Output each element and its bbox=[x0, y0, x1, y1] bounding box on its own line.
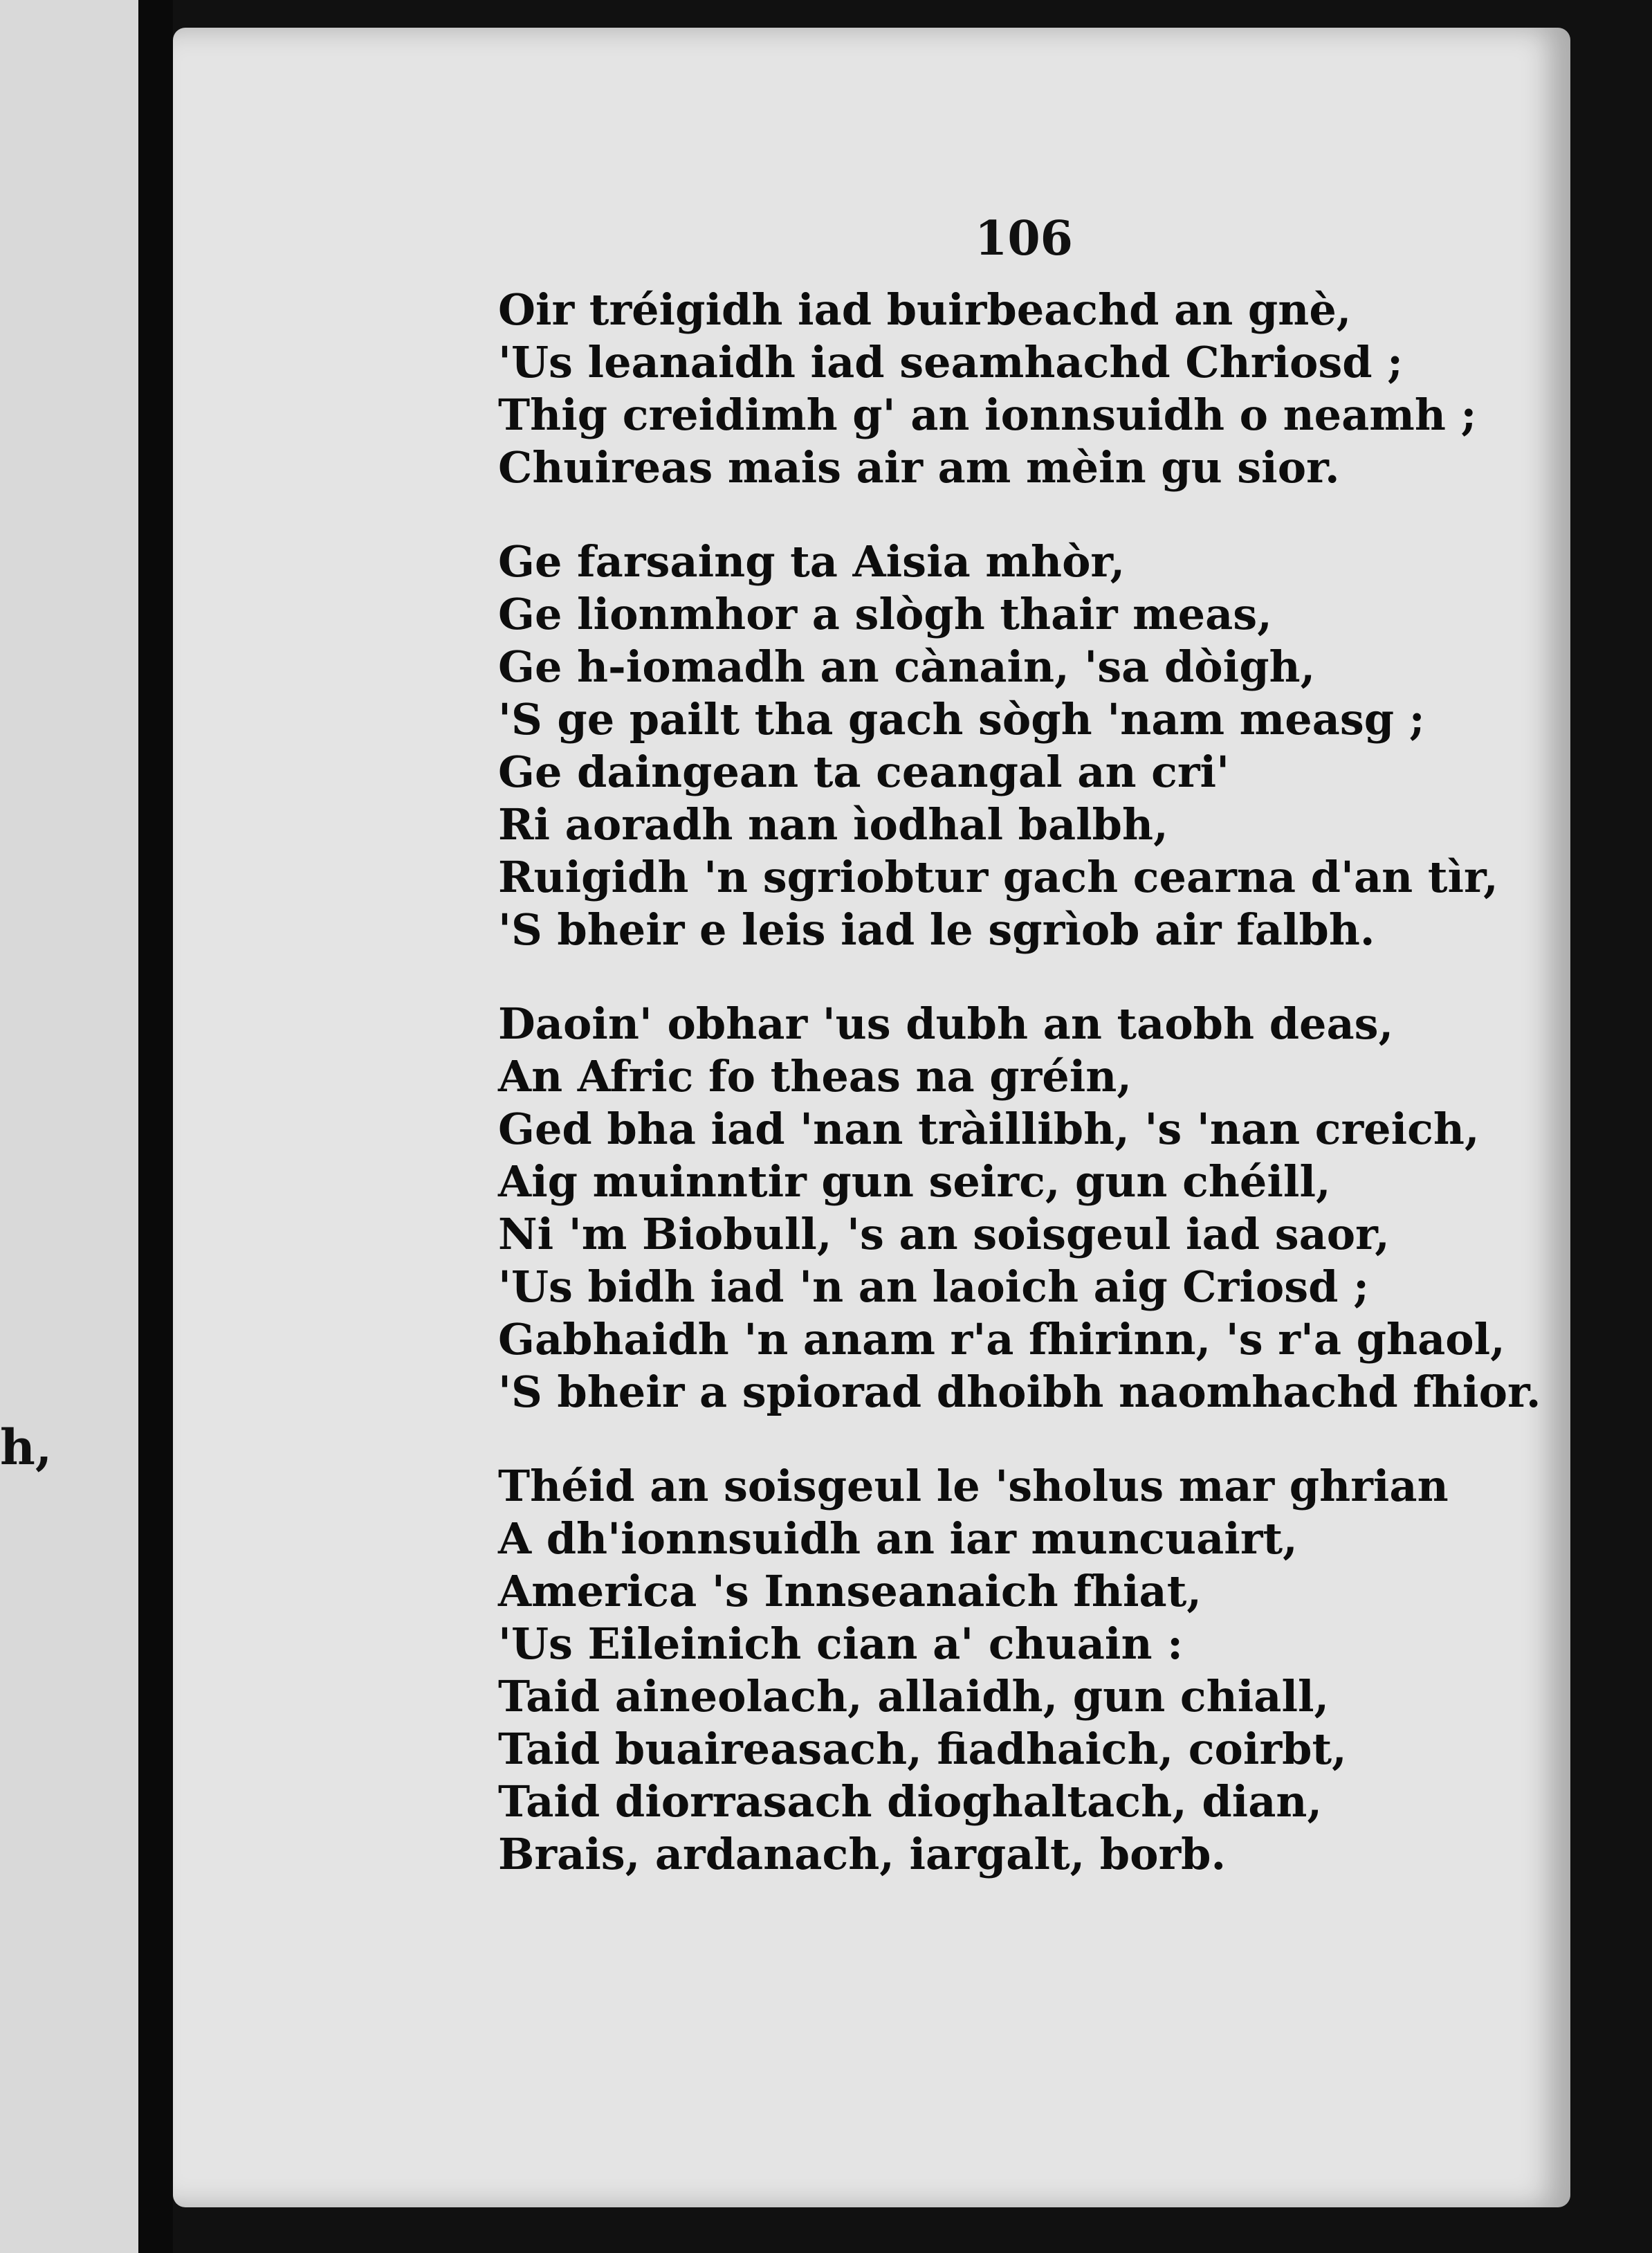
poem-line: Ge lionmhor a slògh thair meas, bbox=[498, 589, 1272, 639]
poem-line: America 's Innseanaich fhiat, bbox=[498, 1566, 1202, 1616]
poem-line: An Afric fo theas na gréin, bbox=[498, 1051, 1132, 1102]
poem-line: Taid buaireasach, fiadhaich, coirbt, bbox=[498, 1724, 1347, 1774]
page-number: 106 bbox=[975, 211, 1073, 266]
poem-line: Thig creidimh g' an ionnsuidh o neamh ; bbox=[498, 390, 1477, 440]
poem-line: Ge h-iomadh an cànain, 'sa dòigh, bbox=[498, 641, 1316, 692]
stanza-4 bbox=[498, 1460, 1577, 1881]
poem-line: Brais, ardanach, iargalt, borb. bbox=[498, 1829, 1227, 1879]
poem-text bbox=[498, 284, 1577, 1922]
facing-page-text-fragment: h, bbox=[0, 1419, 53, 1476]
poem-line: 'S ge pailt tha gach sògh 'nam measg ; bbox=[498, 694, 1425, 745]
poem-line: Gabhaidh 'n anam r'a fhirinn, 's r'a ghaol, bbox=[498, 1314, 1505, 1365]
poem-line: Ged bha iad 'nan tràillibh, 's 'nan creich, bbox=[498, 1104, 1480, 1154]
book-gutter bbox=[138, 0, 173, 2253]
poem-line: 'S bheir e leis iad le sgrìob air falbh. bbox=[498, 904, 1375, 955]
poem-line: Aig muinntir gun seirc, gun chéill, bbox=[498, 1156, 1331, 1207]
poem-line: Ge farsaing ta Aisia mhòr, bbox=[498, 536, 1126, 587]
stanza-3 bbox=[498, 998, 1577, 1419]
poem-line: A dh'ionnsuidh an iar muncuairt, bbox=[498, 1513, 1298, 1564]
book-page bbox=[173, 28, 1570, 2207]
stanza-1 bbox=[498, 284, 1577, 494]
poem-line: Oir tréigidh iad buirbeachd an gnè, bbox=[498, 284, 1352, 335]
poem-line: Taid aineolach, allaidh, gun chiall, bbox=[498, 1671, 1330, 1722]
stanza-2 bbox=[498, 536, 1577, 956]
poem-line: Ruigidh 'n sgriobtur gach cearna d'an tìr, bbox=[498, 852, 1498, 902]
facing-page bbox=[0, 0, 149, 2253]
poem-line: 'Us leanaidh iad seamhachd Chriosd ; bbox=[498, 337, 1404, 387]
poem-line: Ri aoradh nan ìodhal balbh, bbox=[498, 799, 1168, 850]
poem-line: Taid diorrasach dioghaltach, dian, bbox=[498, 1776, 1323, 1827]
poem-line: 'Us Eileinich cian a' chuain : bbox=[498, 1618, 1184, 1669]
poem-line: Chuireas mais air am mèin gu sior. bbox=[498, 442, 1340, 493]
poem-line: Ni 'm Biobull, 's an soisgeul iad saor, bbox=[498, 1209, 1390, 1259]
poem-line: 'Us bidh iad 'n an laoich aig Criosd ; bbox=[498, 1261, 1369, 1312]
poem-line: Ge daingean ta ceangal an cri' bbox=[498, 747, 1230, 797]
poem-line: Daoin' obhar 'us dubh an taobh deas, bbox=[498, 998, 1394, 1049]
poem-line: 'S bheir a spiorad dhoibh naomhachd fhior. bbox=[498, 1367, 1541, 1417]
poem-line: Théid an soisgeul le 'sholus mar ghrian bbox=[498, 1461, 1449, 1511]
